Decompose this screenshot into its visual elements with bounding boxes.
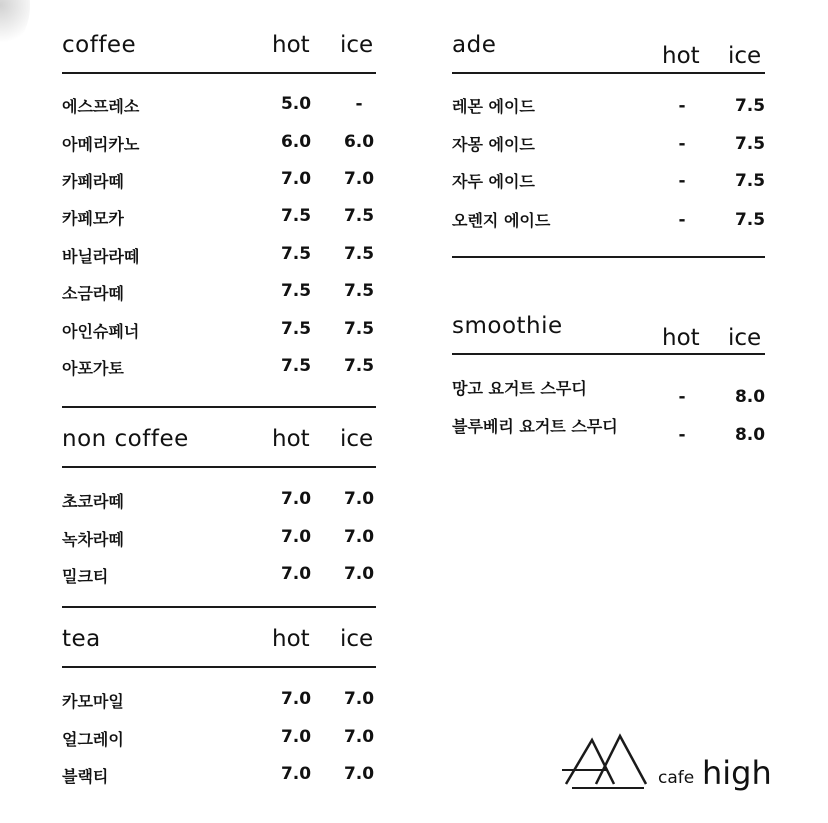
- ice-price: 7.5: [734, 171, 766, 191]
- ice-price: 8.0: [734, 387, 766, 407]
- section-title: coffee: [62, 32, 137, 58]
- hot-price: 7.5: [280, 281, 312, 301]
- section-divider: [62, 666, 376, 668]
- item-name: 망고 요거트 스무디: [452, 379, 587, 398]
- hot-price: -: [678, 210, 686, 230]
- tea-section: [62, 626, 376, 796]
- ice-price: 7.5: [343, 281, 375, 301]
- ice-price: 7.5: [734, 96, 766, 116]
- ice-column-label: ice: [728, 325, 762, 351]
- ice-price: 7.5: [734, 210, 766, 230]
- item-name: 바닐라라떼: [62, 247, 140, 266]
- hot-price: 7.0: [280, 527, 312, 547]
- item-name: 오렌지 에이드: [452, 211, 551, 230]
- section-separator: [452, 256, 765, 258]
- hot-price: 7.0: [280, 689, 312, 709]
- ade-section: [452, 32, 765, 262]
- item-name: 밀크티: [62, 567, 109, 586]
- coffee-section: [62, 32, 376, 392]
- cafe-high-logo: [562, 730, 772, 800]
- ice-price: 7.0: [343, 689, 375, 709]
- hot-price: -: [678, 96, 686, 116]
- section-divider: [62, 72, 376, 74]
- ice-price: 7.5: [343, 244, 375, 264]
- hot-price: -: [678, 134, 686, 154]
- ice-column-label: ice: [340, 626, 374, 652]
- item-name: 카모마일: [62, 692, 124, 711]
- item-name: 블루베리 요거트 스무디: [452, 417, 618, 436]
- item-name: 녹차라떼: [62, 530, 124, 549]
- ice-price: 6.0: [343, 132, 375, 152]
- item-name: 아인슈페너: [62, 322, 140, 341]
- item-name: 블랙티: [62, 767, 109, 786]
- hot-column-label: hot: [272, 426, 310, 452]
- section-divider: [62, 466, 376, 468]
- section-title: non coffee: [62, 426, 189, 452]
- brand-name: high: [702, 754, 772, 792]
- non-coffee-section: [62, 426, 376, 596]
- corner-shadow: [0, 0, 30, 50]
- hot-price: 7.5: [280, 356, 312, 376]
- item-name: 아메리카노: [62, 135, 140, 154]
- section-divider: [452, 353, 765, 355]
- smoothie-section: [452, 313, 765, 453]
- item-name: 자두 에이드: [452, 172, 535, 191]
- ice-column-label: ice: [728, 43, 762, 69]
- ice-price: 7.5: [343, 356, 375, 376]
- section-title: smoothie: [452, 313, 563, 339]
- ice-price: 7.0: [343, 564, 375, 584]
- ice-price: 8.0: [734, 425, 766, 445]
- hot-price: -: [678, 171, 686, 191]
- hot-price: 7.5: [280, 244, 312, 264]
- hot-price: 7.0: [280, 564, 312, 584]
- hot-column-label: hot: [272, 32, 310, 58]
- item-name: 얼그레이: [62, 730, 124, 749]
- ice-price: -: [355, 94, 363, 114]
- brand-prefix: cafe: [658, 768, 695, 788]
- section-divider: [452, 72, 765, 74]
- section-title: tea: [62, 626, 101, 652]
- double-triangle-logo-icon: [562, 730, 652, 794]
- item-name: 레몬 에이드: [452, 97, 535, 116]
- ice-price: 7.0: [343, 527, 375, 547]
- ice-price: 7.0: [343, 169, 375, 189]
- hot-price: 7.0: [280, 727, 312, 747]
- ice-price: 7.0: [343, 764, 375, 784]
- hot-price: -: [678, 387, 686, 407]
- ice-column-label: ice: [340, 32, 374, 58]
- hot-price: 7.0: [280, 489, 312, 509]
- hot-price: 7.5: [280, 319, 312, 339]
- item-name: 아포가토: [62, 359, 124, 378]
- hot-price: 6.0: [280, 132, 312, 152]
- hot-price: 7.0: [280, 169, 312, 189]
- hot-column-label: hot: [272, 626, 310, 652]
- ice-price: 7.0: [343, 489, 375, 509]
- item-name: 에스프레소: [62, 97, 140, 116]
- item-name: 소금라떼: [62, 284, 124, 303]
- hot-column-label: hot: [662, 325, 700, 351]
- hot-column-label: hot: [662, 43, 700, 69]
- item-name: 카페모카: [62, 209, 124, 228]
- section-title: ade: [452, 32, 497, 58]
- hot-price: 7.5: [280, 206, 312, 226]
- hot-price: 5.0: [280, 94, 312, 114]
- ice-price: 7.5: [734, 134, 766, 154]
- section-separator: [62, 606, 376, 608]
- item-name: 자몽 에이드: [452, 135, 535, 154]
- item-name: 초코라떼: [62, 492, 124, 511]
- item-name: 카페라떼: [62, 172, 124, 191]
- ice-price: 7.5: [343, 319, 375, 339]
- ice-column-label: ice: [340, 426, 374, 452]
- hot-price: 7.0: [280, 764, 312, 784]
- ice-price: 7.5: [343, 206, 375, 226]
- ice-price: 7.0: [343, 727, 375, 747]
- hot-price: -: [678, 425, 686, 445]
- section-separator: [62, 406, 376, 408]
